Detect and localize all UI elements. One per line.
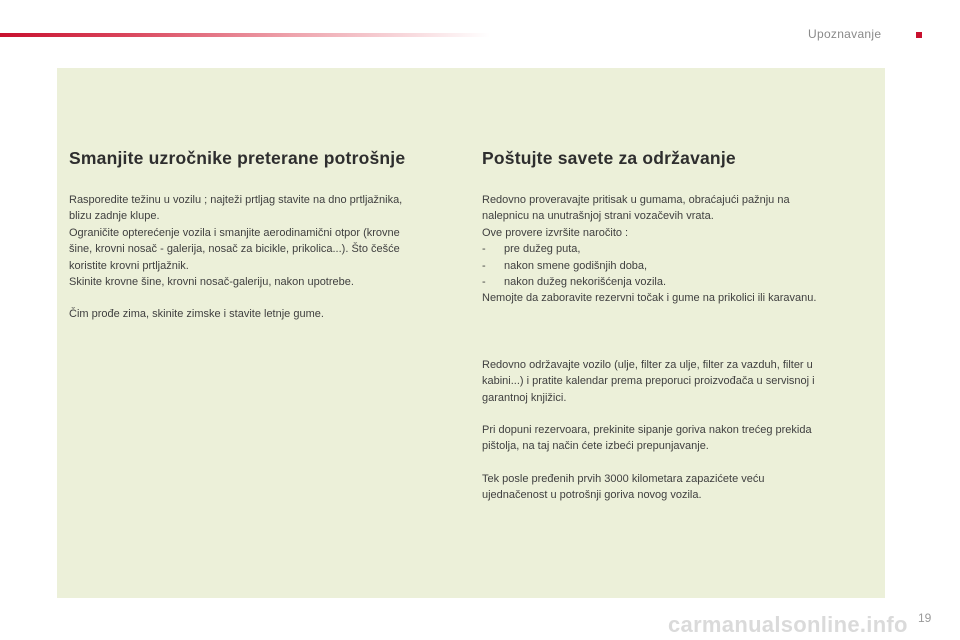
- right-paragraph-2: Redovno održavajte vozilo (ulje, filter za ulje, filter za vazduh, filter u kabini...) i pratite kalendar prema preporuci proizvođača u servisnoj i garantnoj knjižici.: [482, 358, 815, 404]
- right-paragraph-1-end: Nemojte da zaboravite rezervni točak i gume na prikolici ili karavanu.: [482, 292, 817, 305]
- section-title: Upoznavanje: [808, 27, 882, 41]
- right-paragraph-4: Tek posle pređenih prvih 3000 kilometara zapazićete veću ujednačenost u potrošnji goriva novog vozila.: [482, 472, 765, 502]
- left-heading: Smanjite uzročnike preterane potrošnje: [69, 148, 406, 168]
- right-paragraph-1: Redovno proveravajte pritisak u gumama, obraćajući pažnju na nalepnicu na unutrašnjoj strani vozačevih vrata. Ove provere izvršite naročito :: [482, 194, 790, 239]
- list-item: - nakon smene godišnjih doba,: [482, 259, 648, 272]
- list-item: - nakon dužeg nekorišćenja vozila.: [482, 276, 667, 289]
- left-paragraph-2: Čim prođe zima, skinite zimske i stavite letnje gume.: [69, 308, 324, 321]
- right-paragraph-3: Pri dopuni rezervoara, prekinite sipanje goriva nakon trećeg prekida pištolja, na taj način ćete izbeći prepunjavanje.: [482, 424, 812, 453]
- right-heading: Poštujte savete za održavanje: [482, 148, 736, 168]
- left-paragraph-1: Rasporedite težinu u vozilu ; najteži prtljag stavite na dno prtljažnika, blizu zadnje klupe. Ograničite opterećenje vozila i smanjite aerodinamični otpor (krovne šine, krovni nosač - galerija, nosač za bicikle, prikolica...). Što češće koristite krovni prtljažnik. Skinite krovne šine, krovni nosač-galeriju, nakon upotrebe.: [69, 194, 403, 289]
- page-number: 19: [918, 611, 932, 625]
- section-marker-square: [916, 32, 922, 38]
- watermark: carmanualsonline.info: [668, 612, 908, 637]
- header-accent-bar: [0, 33, 490, 37]
- left-column: [69, 148, 454, 323]
- right-column: [482, 148, 867, 504]
- list-item: - pre dužeg puta,: [482, 243, 581, 256]
